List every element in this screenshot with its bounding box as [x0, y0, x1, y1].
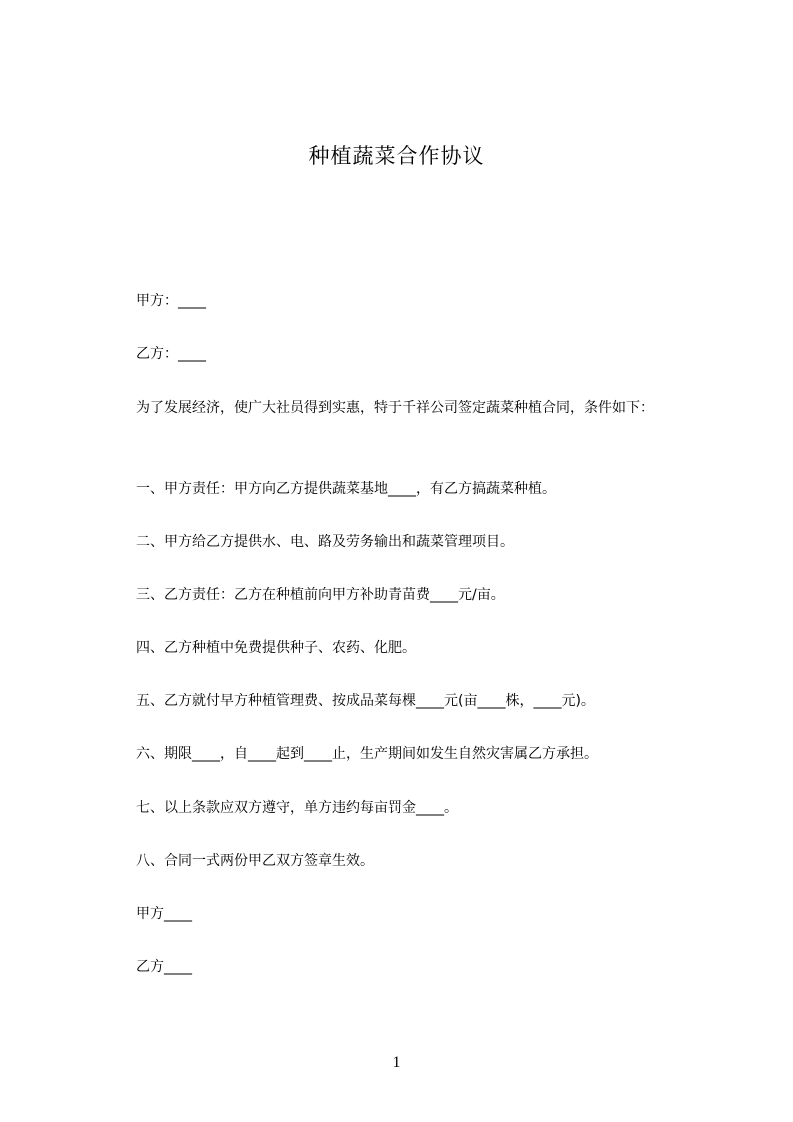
party-a-line: 甲方：____: [136, 293, 206, 309]
clause-3: 三、乙方责任：乙方在种植前向甲方补助青苗费____元/亩。: [136, 587, 505, 603]
document-title: 种植蔬菜合作协议: [308, 144, 485, 168]
clause-8: 八、合同一式两份甲乙双方签章生效。: [136, 853, 374, 869]
clause-5: 五、乙方就付早方种植管理费、按成品菜每棵____元(亩____株，____元)。: [136, 693, 595, 709]
signature-party-a: 甲方____: [136, 906, 192, 922]
clause-7: 七、以上条款应双方遵守，单方违约每亩罚金____。: [136, 800, 458, 816]
party-b-line: 乙方：____: [136, 346, 206, 362]
signature-party-b: 乙方____: [136, 959, 192, 975]
clause-4: 四、乙方种植中免费提供种子、农药、化肥。: [136, 640, 416, 656]
clause-1: 一、甲方责任：甲方向乙方提供蔬菜基地____，有乙方搞蔬菜种植。: [136, 481, 556, 497]
clause-2: 二、甲方给乙方提供水、电、路及劳务输出和蔬菜管理项目。: [136, 534, 514, 550]
intro-paragraph: 为了发展经济，使广大社员得到实惠，特于千祥公司签定蔬菜种植合同，条件如下：: [136, 400, 654, 416]
clause-6: 六、期限____，自____起到____止，生产期间如发生自然灾害属乙方承担。: [136, 746, 598, 762]
page-number: 1: [392, 1054, 401, 1071]
